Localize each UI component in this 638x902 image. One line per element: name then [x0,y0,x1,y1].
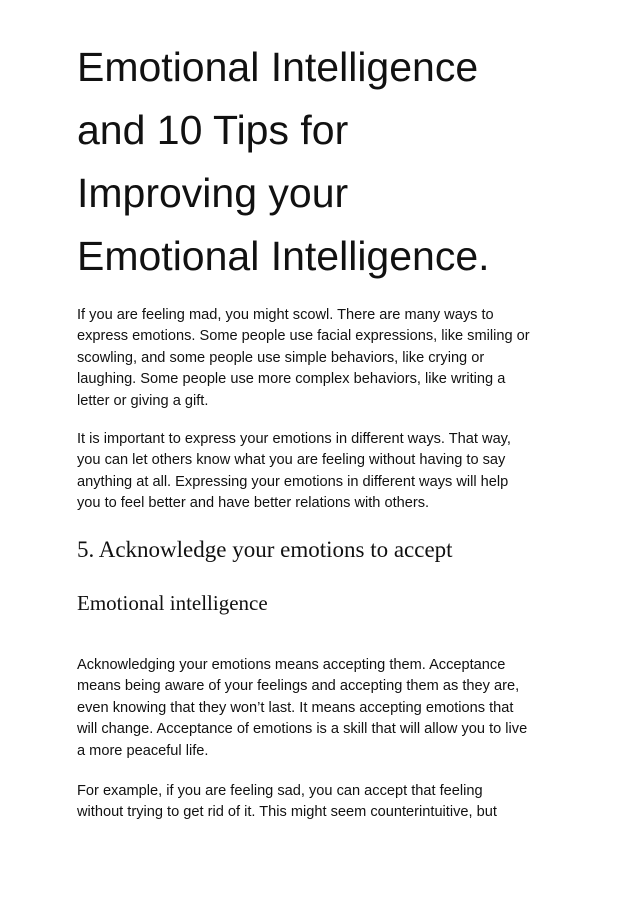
text-line: anything at all. Expressing your emotions in different ways will help [77,473,509,490]
subheading: Emotional intelligence [77,591,268,615]
title-line: and 10 Tips for [77,107,349,153]
title-line: Emotional Intelligence. [77,233,490,279]
paragraph-importance [77,429,577,515]
paragraph-acknowledging [77,655,577,762]
text-line: laughing. Some people use more complex behaviors, like writing a [77,371,506,388]
text-line: means being aware of your feelings and accepting them as they are, [77,678,520,695]
text-line: It is important to express your emotions in different ways. That way, [77,431,511,447]
text-line: express emotions. Some people use facial expressions, like smiling or [77,328,530,345]
text-line: If you are feeling mad, you might scowl. There are many ways to [77,307,494,323]
section-heading: 5. Acknowledge your emotions to accept [77,537,453,562]
text-line: even knowing that they won’t last. It means accepting emotions that [77,699,514,716]
text-line: you to feel better and have better relations with others. [77,495,430,512]
text-line: a more peaceful life. [77,742,209,759]
document-title [77,36,597,288]
text-line: For example, if you are feeling sad, you can accept that feeling [77,783,483,799]
text-line: you can let others know what you are feeling without having to say [77,452,506,469]
text-line: Acknowledging your emotions means accepting them. Acceptance [77,657,506,673]
text-line: letter or giving a gift. [77,392,209,409]
paragraph-expressing-emotions [77,305,577,412]
title-line: Improving your [77,170,349,216]
paragraph-example [77,781,577,824]
text-line: scowling, and some people use simple behaviors, like crying or [77,349,485,366]
text-line: without trying to get rid of it. This might seem counterintuitive, but [77,804,497,821]
text-line: will change. Acceptance of emotions is a skill that will allow you to live [77,721,528,738]
title-line: Emotional Intelligence [77,44,479,90]
